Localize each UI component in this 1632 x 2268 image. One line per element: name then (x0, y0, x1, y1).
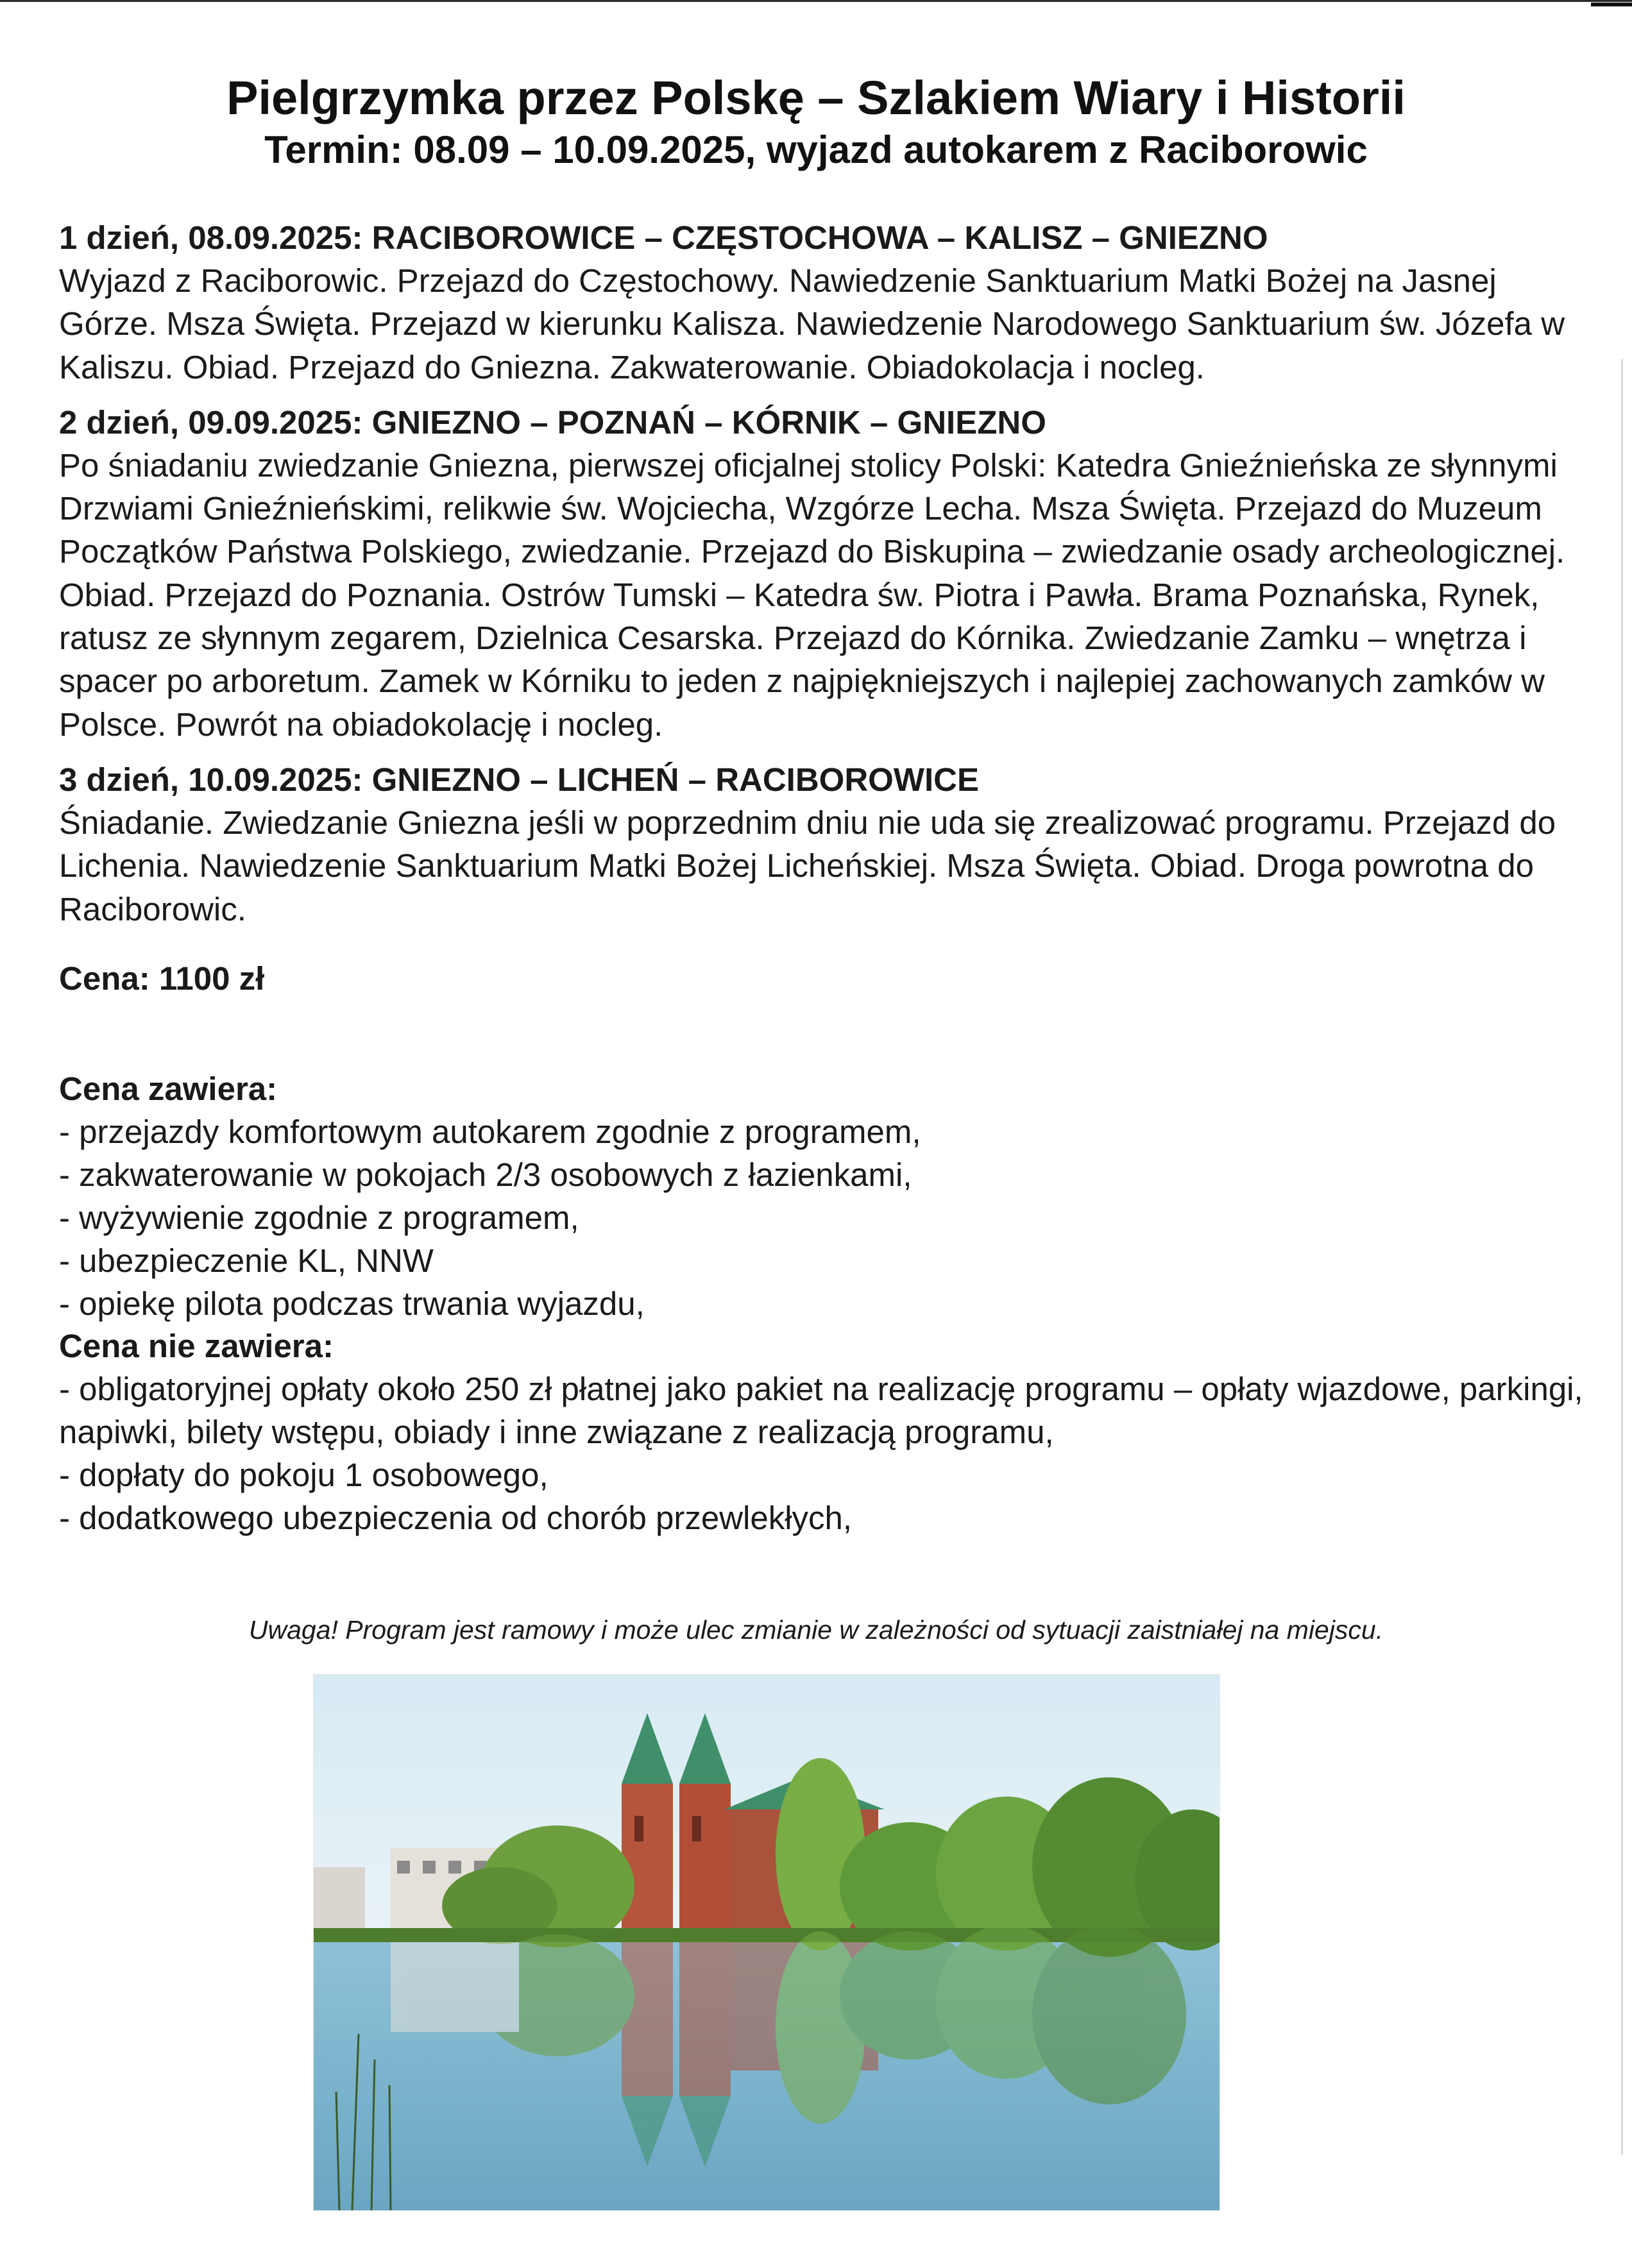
page-subtitle: Termin: 08.09 – 10.09.2025, wyjazd autokarem z Raciborowic (264, 128, 1368, 171)
list-item: - zakwaterowanie w pokojach 2/3 osobowych z łazienkami, (59, 1156, 912, 1193)
cathedral-lake-photo (313, 1674, 1220, 2211)
list-item: - ubezpieczenie KL, NNW (59, 1242, 434, 1279)
day-2-heading: 2 dzień, 09.09.2025: GNIEZNO – POZNAŃ – KÓRNIK – GNIEZNO (59, 403, 1046, 441)
disclaimer-note: Uwaga! Program jest ramowy i może ulec zmianie w zależności od sytuacji zaistniałej na miejscu. (248, 1615, 1384, 1645)
includes-list (59, 1110, 1586, 1325)
excludes-heading: Cena nie zawiera: (59, 1327, 334, 1364)
scan-edge-shadow (1621, 359, 1623, 2155)
day-2-description: Po śniadaniu zwiedzanie Gniezna, pierwszej oficjalnej stolicy Polski: Katedra Gnieźnieńska ze słynnymi Drzwiami Gnieźnieńskimi, relikwie św. Wojciecha, Wzgórze Lecha. Msza Święta. Przejazd do Muzeum Początków Państwa Polskiego, zwiedzanie. Przejazd do Biskupina – zwiedzanie osady archeologicznej. Obiad. Przejazd do Poznania. Ostrów Tumski – Katedra św. Piotra i Pawła. Brama Poznańska, Rynek, ratusz ze słynnym zegarem, Dzielnica Cesarska. Przejazd do Kórnika. Zwiedzanie Zamku – wnętrza i spacer po arboretum. Zamek w Kórniku to jeden z najpiękniejszych i najlepiej zachowanych zamków w Polsce. Powrót na obiadokolację i nocleg. (59, 446, 1565, 743)
day-3-description: Śniadanie. Zwiedzanie Gniezna jeśli w poprzednim dniu nie uda się zrealizować programu. Przejazd do Lichenia. Nawiedzenie Sanktuarium Matki Bożej Licheńskiej. Msza Święta. Obiad. Droga powrotna do Raciborowic. (59, 804, 1556, 927)
list-item: - dodatkowego ubezpieczenia od chorób przewlekłych, (59, 1499, 853, 1536)
list-item: - dopłaty do pokoju 1 osobowego, (59, 1456, 548, 1493)
day-3-heading: 3 dzień, 10.09.2025: GNIEZNO – LICHEŃ – RACIBOROWICE (59, 761, 980, 798)
list-item: - opiekę pilota podczas trwania wyjazdu, (59, 1285, 645, 1322)
day-2-section (59, 402, 1586, 746)
list-item: - wyżywienie zgodnie z programem, (59, 1199, 579, 1236)
includes-heading: Cena zawiera: (59, 1070, 278, 1107)
list-item: - przejazdy komfortowym autokarem zgodnie z programem, (59, 1113, 921, 1150)
day-1-description: Wyjazd z Raciborowic. Przejazd do Częstochowy. Nawiedzenie Sanktuarium Matki Bożej na Jasnej Górze. Msza Święta. Przejazd w kierunku Kalisza. Nawiedzenie Narodowego Sanktuarium św. Józefa w Kaliszu. Obiad. Przejazd do Gniezna. Zakwaterowanie. Obiadokolacja i nocleg. (59, 262, 1565, 385)
itinerary-content (59, 217, 1586, 1539)
day-3-section (59, 759, 1586, 931)
scan-top-border (0, 0, 1632, 2)
list-item: - obligatoryjnej opłaty około 250 zł płatnej jako pakiet na realizację programu – opłaty wjazdowe, parkingi, napiwki, bilety wstępu, obiady i inne związane z realizacją programu, (59, 1370, 1583, 1450)
day-1-heading: 1 dzień, 08.09.2025: RACIBOROWICE – CZĘSTOCHOWA – KALISZ – GNIEZNO (59, 219, 1268, 256)
day-1-section (59, 217, 1586, 389)
price: Cena: 1100 zł (59, 960, 265, 997)
scan-corner-mark (1591, 3, 1632, 6)
excludes-list (59, 1367, 1586, 1539)
page-title: Pielgrzymka przez Polskę – Szlakiem Wiary i Historii (226, 71, 1406, 124)
